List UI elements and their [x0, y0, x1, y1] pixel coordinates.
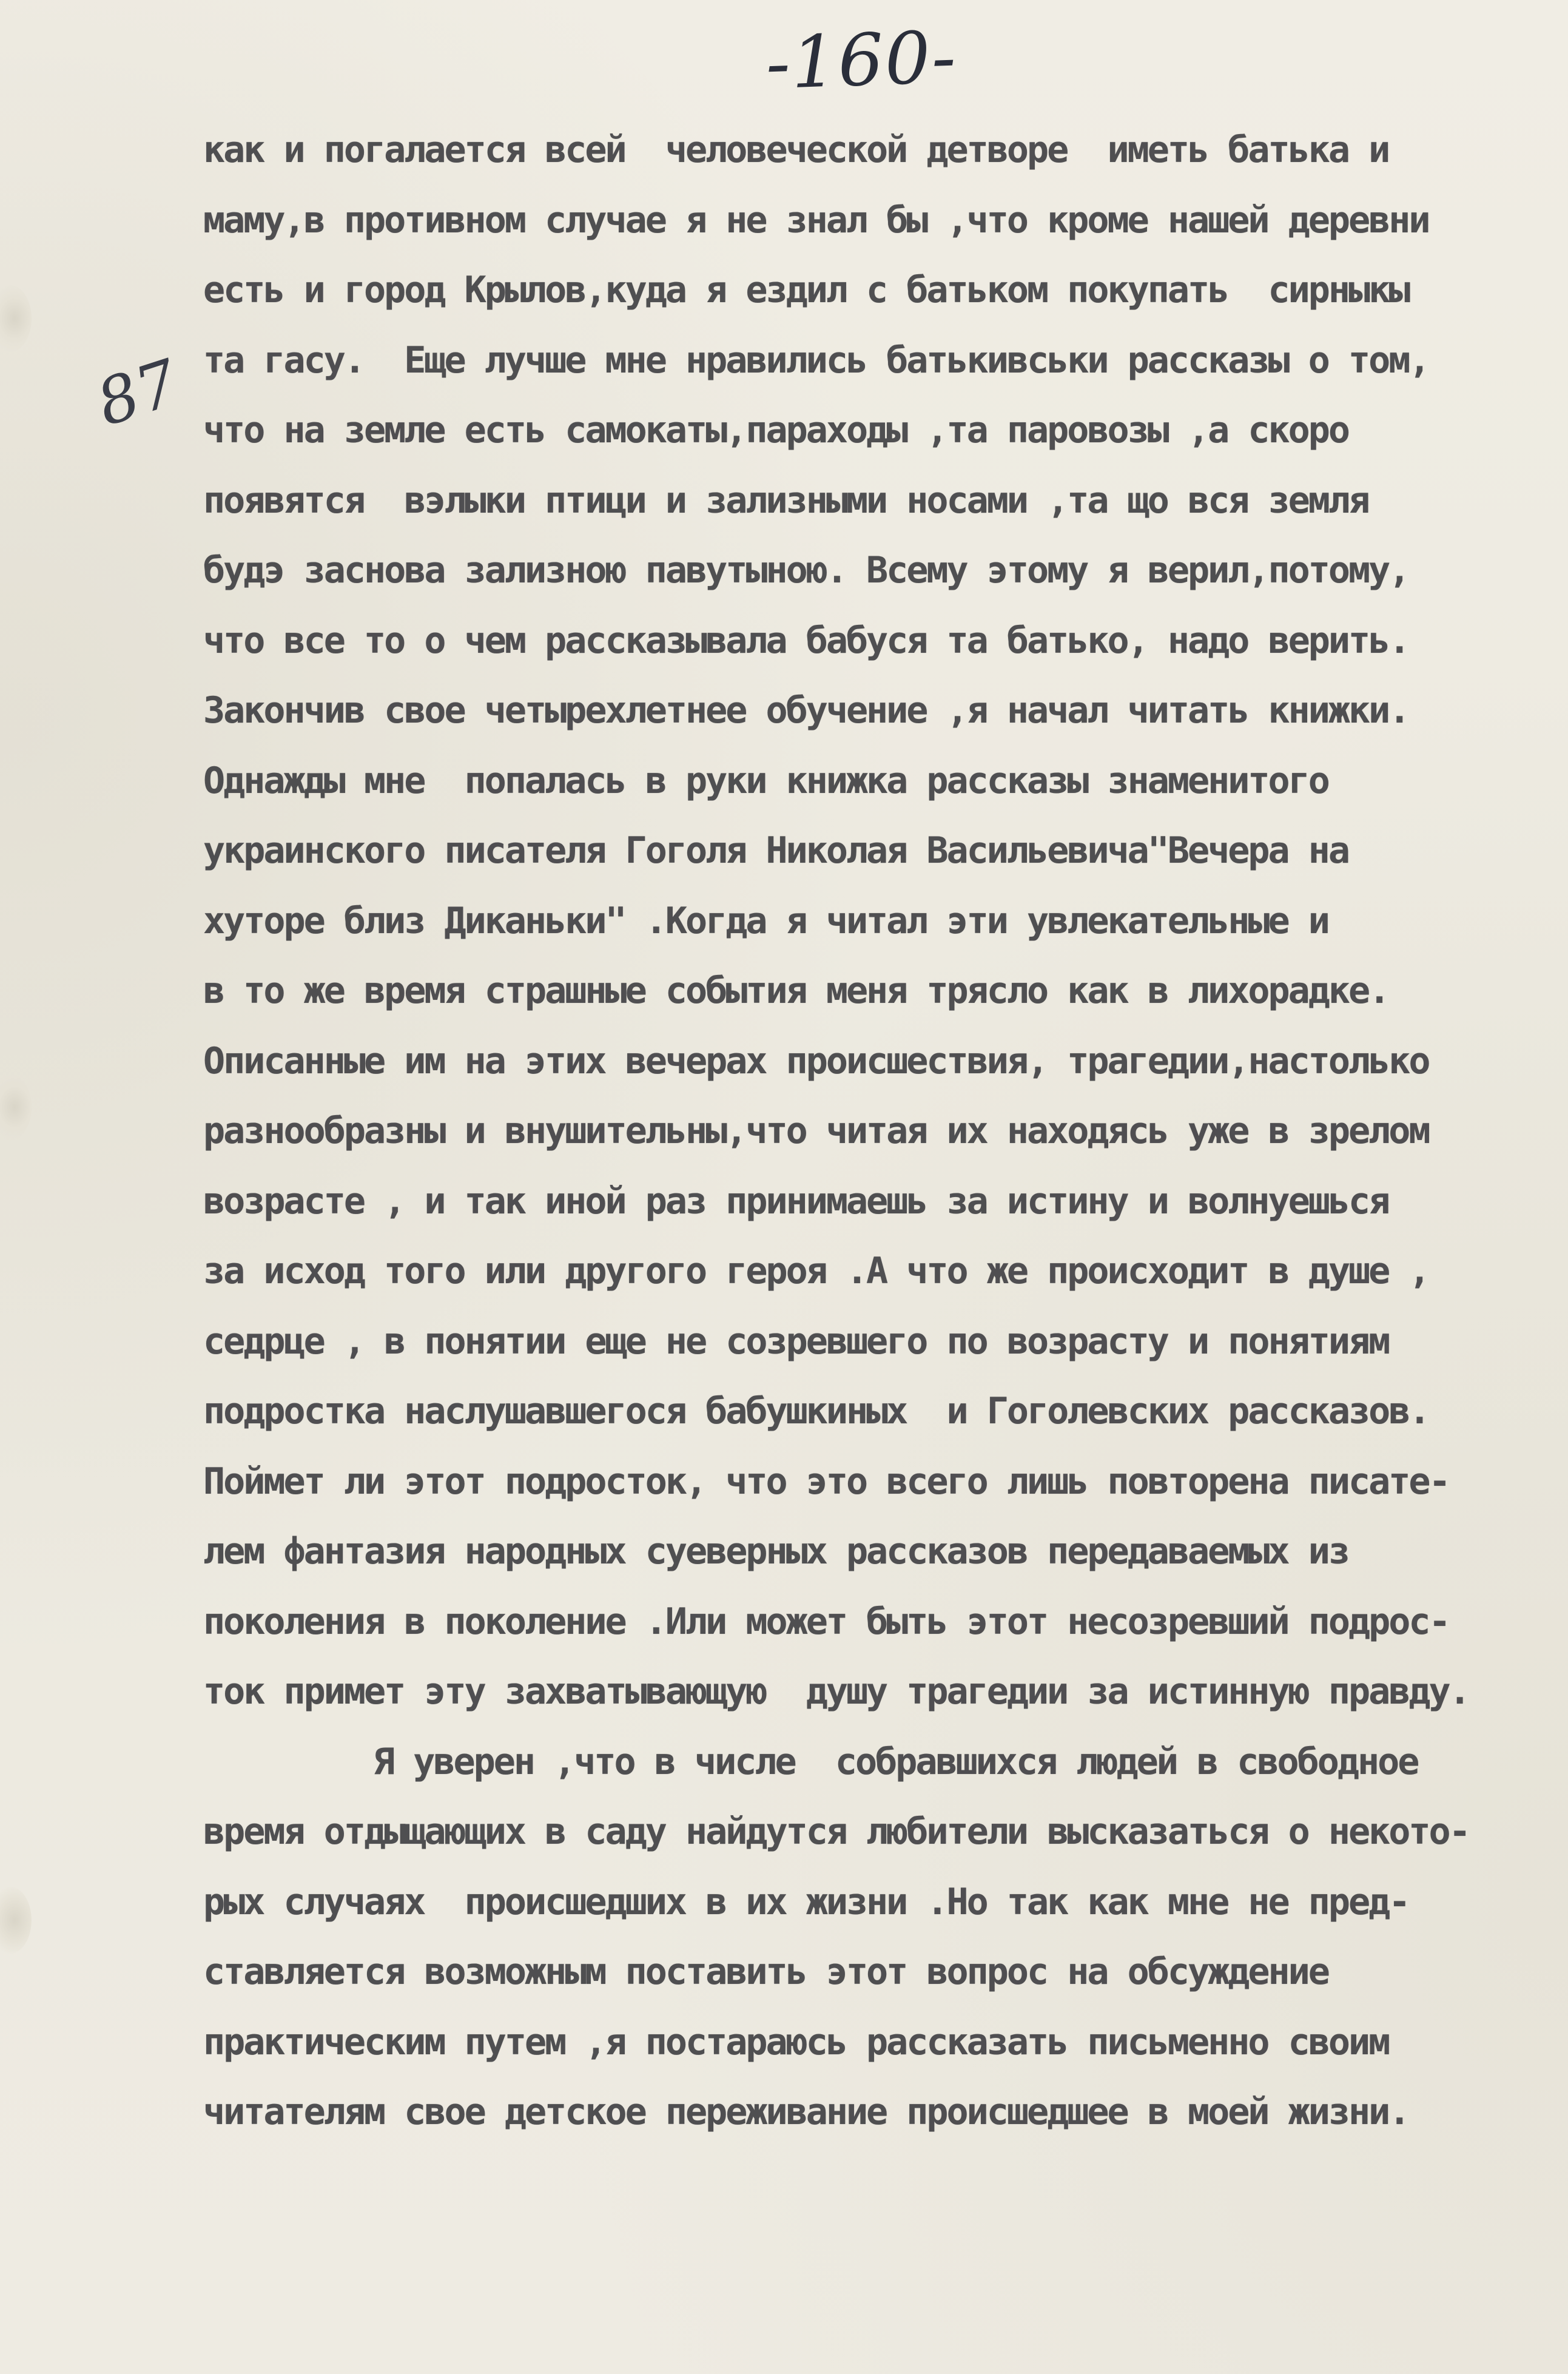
- text-line: возрасте , и так иной раз принимаешь за истину и волнуешься: [203, 1179, 1389, 1222]
- text-line: читателям свое детское переживание происшедшее в моей жизни.: [203, 2091, 1409, 2133]
- text-line: что все то о чем рассказывала бабуся та батько, надо верить.: [203, 619, 1409, 662]
- text-line: та гасу. Еще лучше мне нравились батькивськи рассказы о том,: [203, 339, 1429, 382]
- text-line: будэ заснова зализною павутыною. Всему этому я верил,потому,: [203, 549, 1409, 592]
- text-line: за исход того или другого героя .А что же происходит в душе ,: [203, 1250, 1429, 1292]
- text-line: подростка наслушавшегося бабушкиных и Гоголевских рассказов.: [203, 1390, 1429, 1432]
- text-line: Однажды мне попалась в руки книжка рассказы знаменитого: [203, 759, 1328, 802]
- page-number: -160-: [764, 15, 958, 106]
- binding-hole: [0, 1887, 32, 1954]
- text-line: есть и город Крылов,куда я ездил с батьком покупать сирныкы: [203, 269, 1409, 311]
- text-line: ток примет эту захватывающую душу трагедии за истинную правду.: [203, 1670, 1469, 1713]
- text-line: Закончив свое четырехлетнее обучение ,я начал читать книжки.: [203, 689, 1409, 732]
- text-line: как и погалается всей человеческой детворе иметь батька и: [203, 129, 1389, 171]
- text-line: время отдыщающих в саду найдутся любители высказаться о некото-: [203, 1810, 1469, 1853]
- text-line: ставляется возможным поставить этот вопрос на обсуждение: [203, 1951, 1328, 1993]
- text-line: что на земле есть самокаты,параходы ,та паровозы ,а скоро: [203, 409, 1349, 451]
- text-line: разнообразны и внушительны,что читая их находясь уже в зрелом: [203, 1110, 1429, 1152]
- text-line: украинского писателя Гоголя Николая Васильевича"Вечера на: [203, 829, 1349, 872]
- binding-hole: [0, 1074, 32, 1141]
- document-body: [203, 115, 1556, 2148]
- text-line: хуторе близ Диканьки" .Когда я читал эти увлекательные и: [203, 899, 1328, 942]
- binding-hole: [0, 285, 32, 352]
- text-line: появятся вэлыки птици и зализными носами ,та що вся земля: [203, 479, 1369, 522]
- text-line: рых случаях происшедших в их жизни .Но так как мне не пред-: [203, 1880, 1409, 1923]
- text-line: лем фантазия народных суеверных рассказов передаваемых из: [203, 1530, 1349, 1573]
- text-line: седрце , в понятии еще не созревшего по возрасту и понятиям: [203, 1320, 1389, 1363]
- handwritten-margin-note: 87: [88, 345, 187, 441]
- text-line: в то же время страшные события меня трясло как в лихорадке.: [203, 969, 1389, 1012]
- text-line: маму,в противном случае я не знал бы ,что кроме нашей деревни: [203, 198, 1429, 241]
- text-line: Поймет ли этот подросток, что это всего лишь повторена писате-: [203, 1460, 1449, 1503]
- text-line: Я уверен ,что в числе собравшихся людей в свободное: [373, 1740, 1418, 1783]
- text-line: практическим путем ,я постараюсь рассказать письменно своим: [203, 2020, 1389, 2063]
- text-line: поколения в поколение .Или может быть этот несозревший подрос-: [203, 1600, 1449, 1643]
- text-line: Описанные им на этих вечерах происшествия, трагедии,настолько: [203, 1039, 1429, 1082]
